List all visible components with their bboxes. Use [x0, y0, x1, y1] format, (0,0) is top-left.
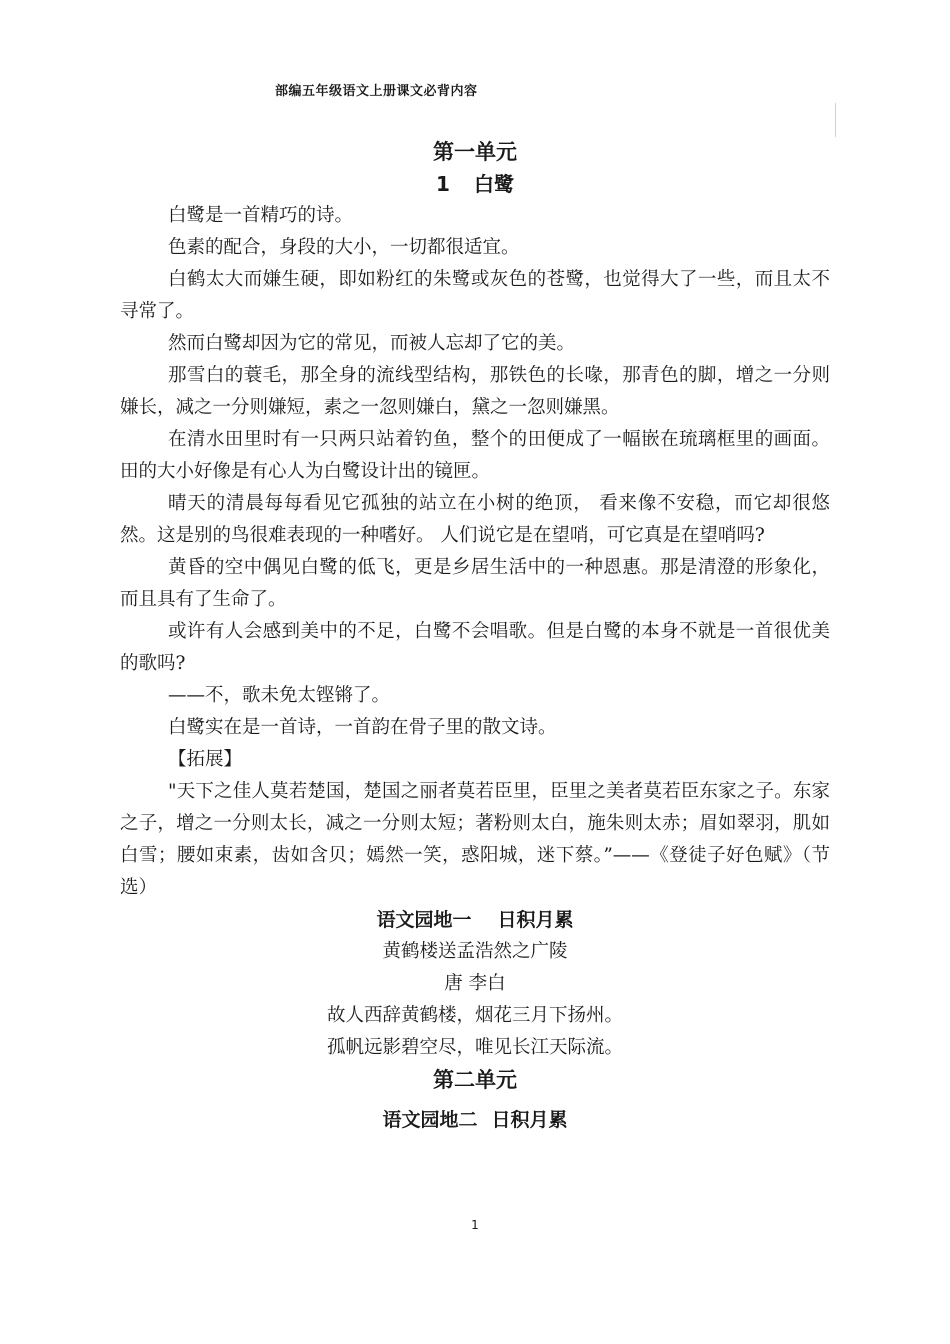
- paragraph: 然而白鹭却因为它的常见，而被人忘却了它的美。: [168, 333, 576, 354]
- poem-author: 唐 李白: [444, 973, 506, 994]
- paragraph: 白鹭实在是一首诗，一首韵在骨子里的散文诗。: [168, 717, 557, 738]
- unit-2-title: 第二单元: [433, 1068, 517, 1092]
- paragraph: 白鹭是一首精巧的诗。: [168, 205, 354, 226]
- extension-quote: "天下之佳人莫若楚国，楚国之丽者莫若臣里，臣里之美者莫若臣东家之子。东家之子，增之一分则太长，减之一分则太短；著粉则太白，施朱则太赤；眉如翠羽，肌如白雪；腰如束素，齿如含贝；嫣然一笑，惑阳城，迷下蔡。”——《登徒子好色赋》（节选）: [120, 781, 830, 898]
- paragraph: 色素的配合，身段的大小，一切都很适宜。: [168, 237, 520, 258]
- garden-name: 语文园地二: [382, 1109, 478, 1131]
- paragraph: 晴天的清晨每每看见它孤独的站立在小树的绝顶， 看来像不安稳，而它却很悠然。这是别的鸟很难表现的一种嗜好。 人们说它是在望哨，可它真是在望哨吗?: [120, 493, 830, 546]
- margin-mark: [835, 103, 836, 137]
- paragraph: 黄昏的空中偶见白鹭的低飞，更是乡居生活中的一种恩惠。那是清澄的形象化，而且具有了生命了。: [120, 557, 830, 610]
- lesson-title: 白鹭: [473, 172, 514, 196]
- garden-section: 日积月累: [491, 1109, 568, 1131]
- document-header: 部编五年级语文上册课文必背内容: [275, 84, 478, 99]
- paragraph: 那雪白的蓑毛，那全身的流线型结构，那铁色的长喙，那青色的脚，增之一分则嫌长，减之一分则嫌短，素之一忽则嫌白，黛之一忽则嫌黑。: [120, 365, 830, 418]
- garden-section: 日积月累: [497, 909, 574, 931]
- poem-title: 黄鹤楼送孟浩然之广陵: [382, 941, 568, 962]
- paragraph: 白鹤太大而嫌生硬，即如粉红的朱鹭或灰色的苍鹭，也觉得大了一些，而且太不寻常了。: [120, 269, 830, 322]
- paragraph: ——不，歌未免太铿锵了。: [168, 685, 391, 706]
- page-number: 1: [471, 1218, 479, 1232]
- garden-2-heading: [120, 1104, 830, 1136]
- paragraph: 或许有人会感到美中的不足，白鹭不会唱歌。但是白鹭的本身不就是一首很优美的歌吗?: [120, 621, 830, 674]
- lesson-1-heading: [120, 168, 830, 200]
- document-body: [120, 136, 830, 1136]
- lesson-number: 1: [436, 172, 450, 196]
- poem-line: 孤帆远影碧空尽，唯见长江天际流。: [326, 1037, 623, 1058]
- paragraph: 在清水田里时有一只两只站着钓鱼，整个的田便成了一幅嵌在琉璃框里的画面。田的大小好像是有心人为白鹭设计出的镜匣。: [120, 429, 830, 482]
- garden-name: 语文园地一: [376, 909, 472, 931]
- extension-label: 【拓展】: [168, 749, 243, 770]
- garden-1-heading: [120, 904, 830, 936]
- unit-1-title: 第一单元: [433, 140, 517, 164]
- poem-line: 故人西辞黄鹤楼，烟花三月下扬州。: [326, 1005, 623, 1026]
